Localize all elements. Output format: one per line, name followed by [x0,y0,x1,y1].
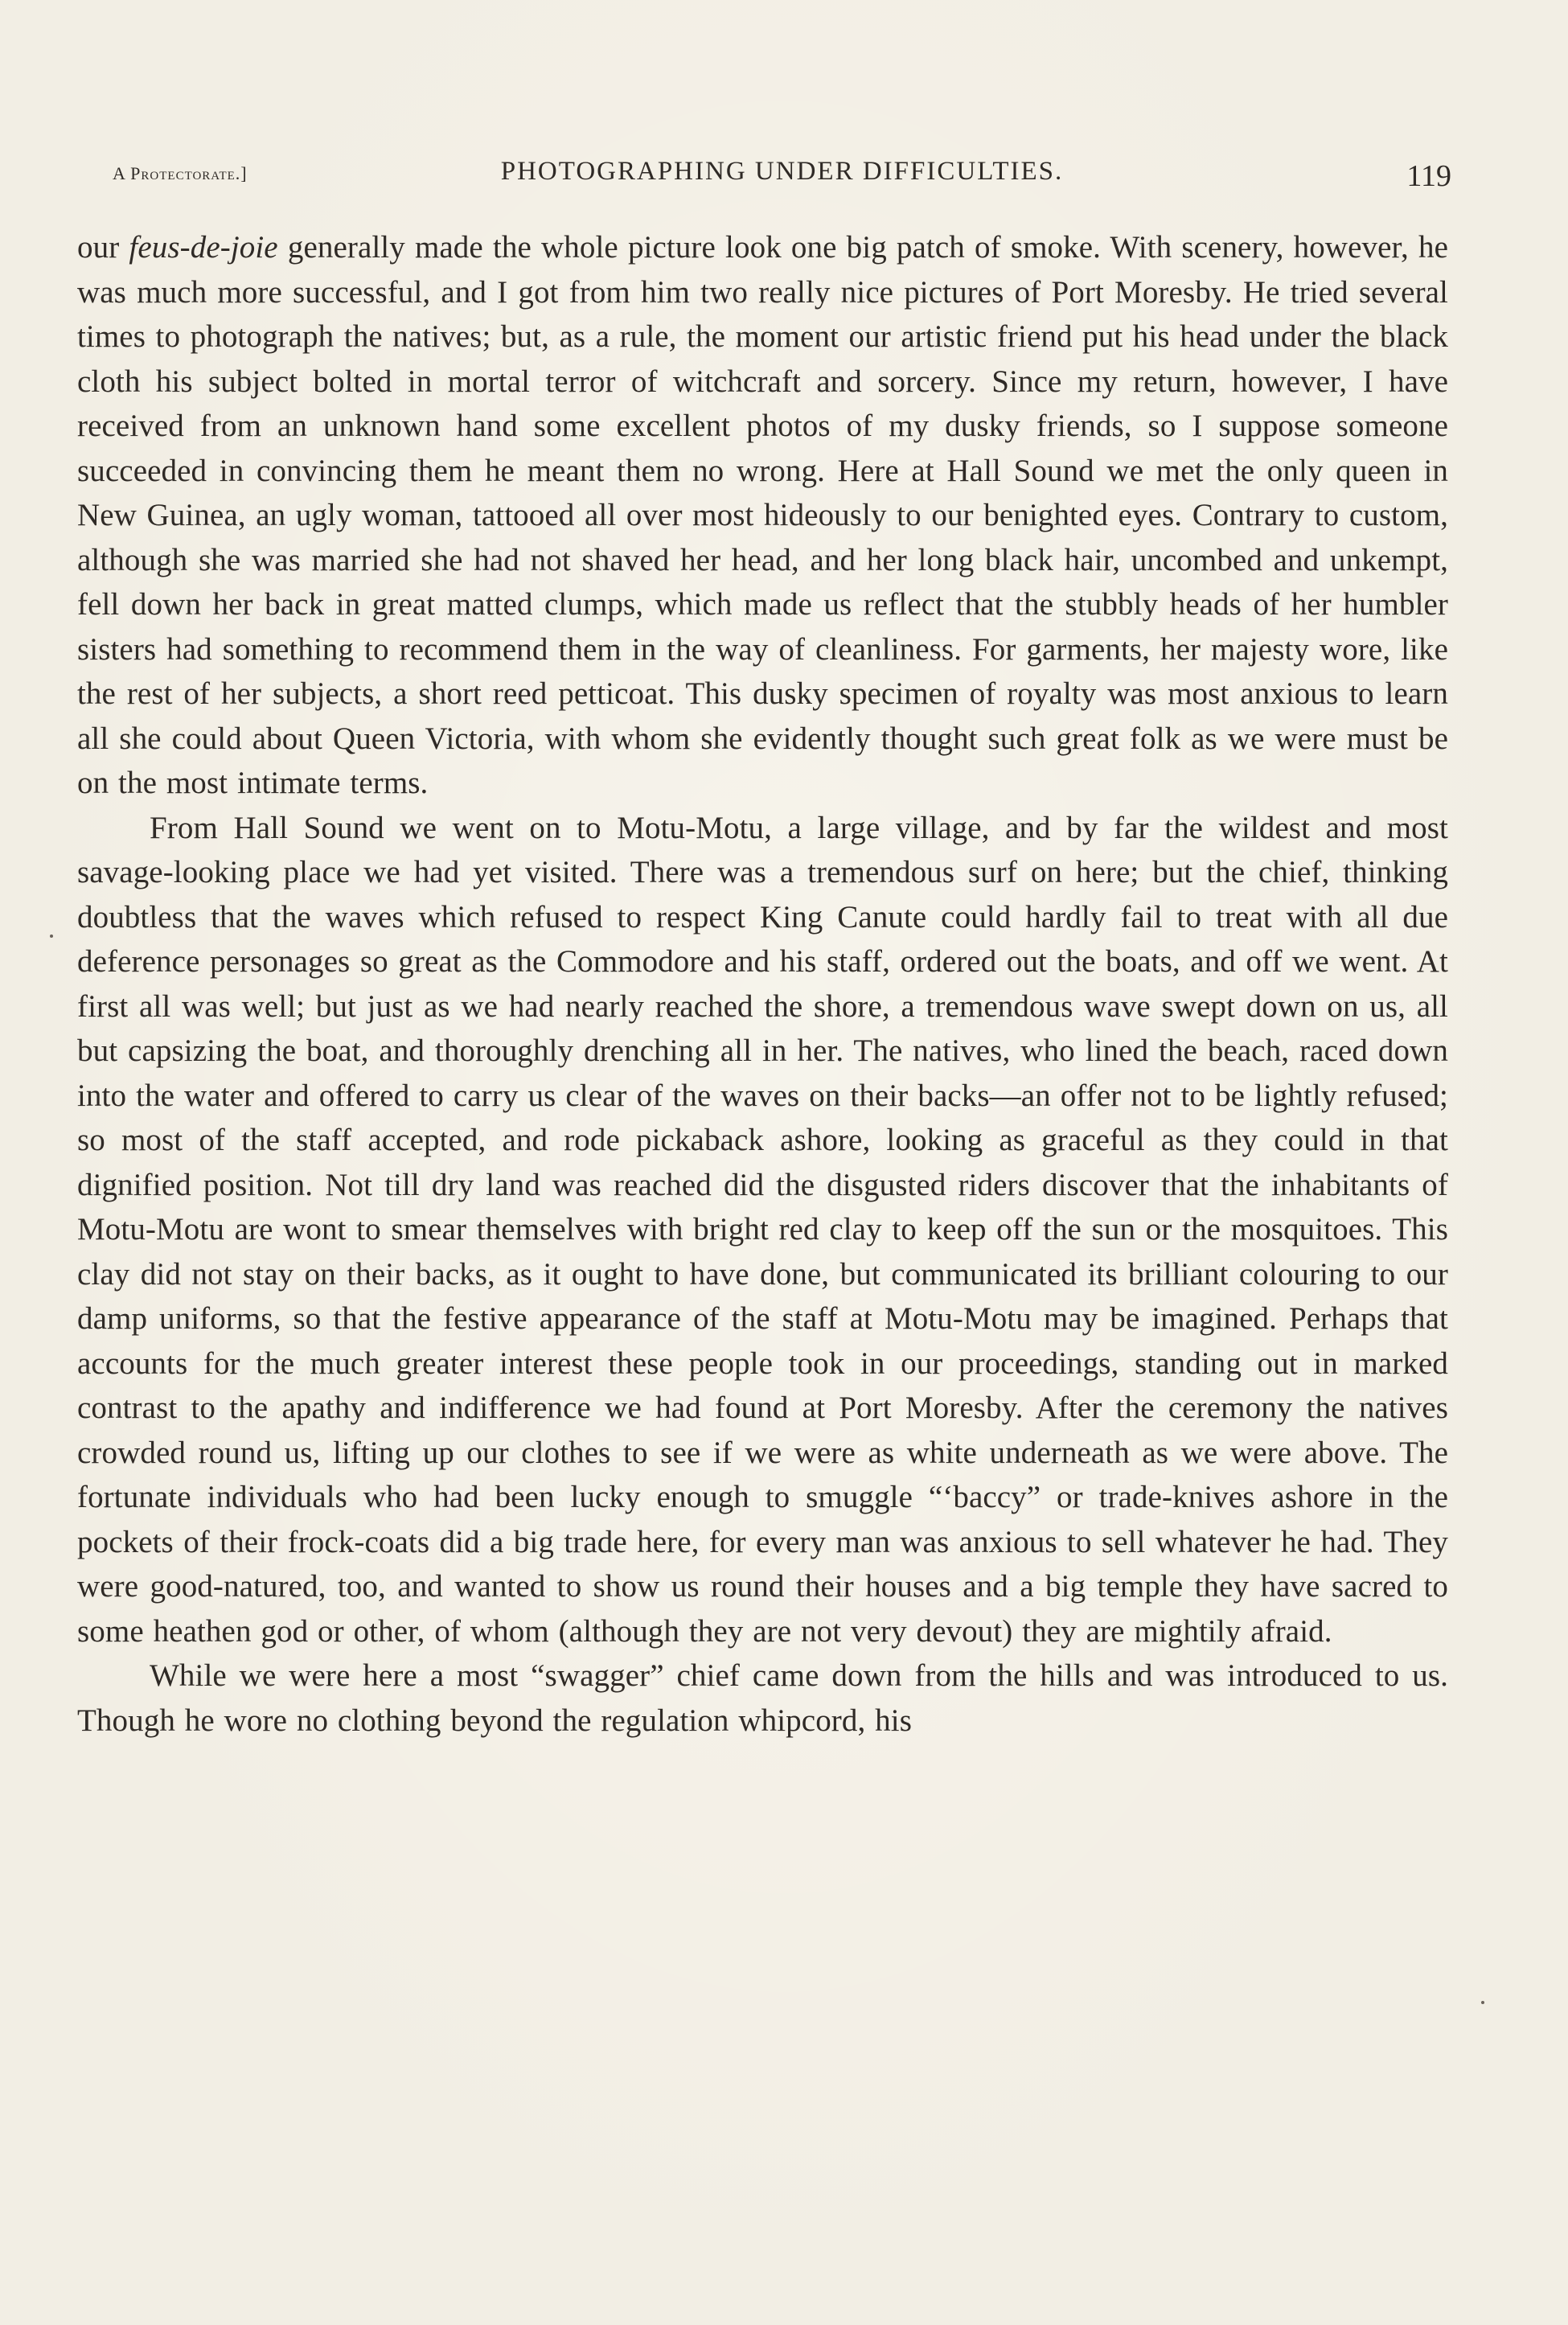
italic-phrase: feus-de-joie [129,230,278,265]
margin-speck [50,935,53,938]
running-head [113,157,1451,205]
paragraph-1-text: generally made the whole picture look one big patch of smoke. With scenery, however, he was much more successful, and I got from him two really nice pictures of Port Moresby. He tried several times to photograph the natives; but, as a rule, the moment our artistic friend put his head under the black cloth his subject bolted in mortal terror of witchcraft and sorcery. Since my return, however, I have received from an unknown hand some excellent photos of my dusky friends, so I suppose someone succeeded in convincing them he meant them no wrong. Here at Hall Sound we met the only queen in New Guinea, an ugly woman, tattooed all over most hideously to our benighted eyes. Contrary to custom, although she was married she had not shaved her head, and her long black hair, uncombed and unkempt, fell down her back in great matted clumps, which made us reflect that the stubbly heads of her humbler sisters had something to recommend them in the way of cleanliness. For garments, her majesty wore, like the rest of her subjects, a short reed petticoat. This dusky specimen of royalty was most anxious to learn all she could about Queen Victoria, with whom she evidently thought such great folk as we were must be on the most intimate terms. [77,230,1448,800]
paragraph-1-lead: our [77,230,129,265]
paragraph-1 [77,225,1448,806]
section-label: A Protectorate.] [113,163,248,183]
body-text [77,225,1448,1743]
running-title: PHOTOGRAPHING UNDER DIFFICULTIES. [500,157,1064,186]
paragraph-3: While we were here a most “swagger” chief came down from the hills and was introduced to us. Though he wore no clothing beyond the regulation whipcord, his [77,1658,1448,1738]
margin-speck [1481,2001,1484,2004]
paragraph-2: From Hall Sound we went on to Motu-Motu, a large village, and by far the wildest and most savage-looking place we had yet visited. There was a tremendous surf on here; but the chief, thinking doubtless that the waves which refused to respect King Canute could hardly fail to treat with all due deference personages so great as the Commodore and his staff, ordered out the boats, and off we went. At first all was well; but just as we had nearly reached the shore, a tremendous wave swept down on us, all but capsizing the boat, and thoroughly drenching all in her. The natives, who lined the beach, raced down into the water and offered to carry us clear of the waves on their backs—an offer not to be lightly refused; so most of the staff accepted, and rode pickaback ashore, looking as graceful as they could in that dignified position. Not till dry land was reached did the disgusted riders discover that the inhabitants of Motu-Motu are wont to smear themselves with bright red clay to keep off the sun or the mosquitoes. This clay did not stay on their backs, as it ought to have done, but communicated its brilliant colouring to our damp uniforms, so that the festive appearance of the staff at Motu-Motu may be imagined. Perhaps that accounts for the much greater interest these people took in our proceedings, standing out in marked contrast to the apathy and indifference we had found at Port Moresby. After the ceremony the natives crowded round us, lifting up our clothes to see if we were as white underneath as we were above. The fortunate individuals who had been lucky enough to smuggle “‘baccy” or trade-knives ashore in the pockets of their frock-coats did a big trade here, for every man was anxious to sell whatever he had. They were good-natured, too, and wanted to show us round their houses and a big temple they have sacred to some heathen god or other, of whom (although they are not very devout) they are mightily afraid. [77,810,1448,1649]
page-number: 119 [1406,159,1451,193]
